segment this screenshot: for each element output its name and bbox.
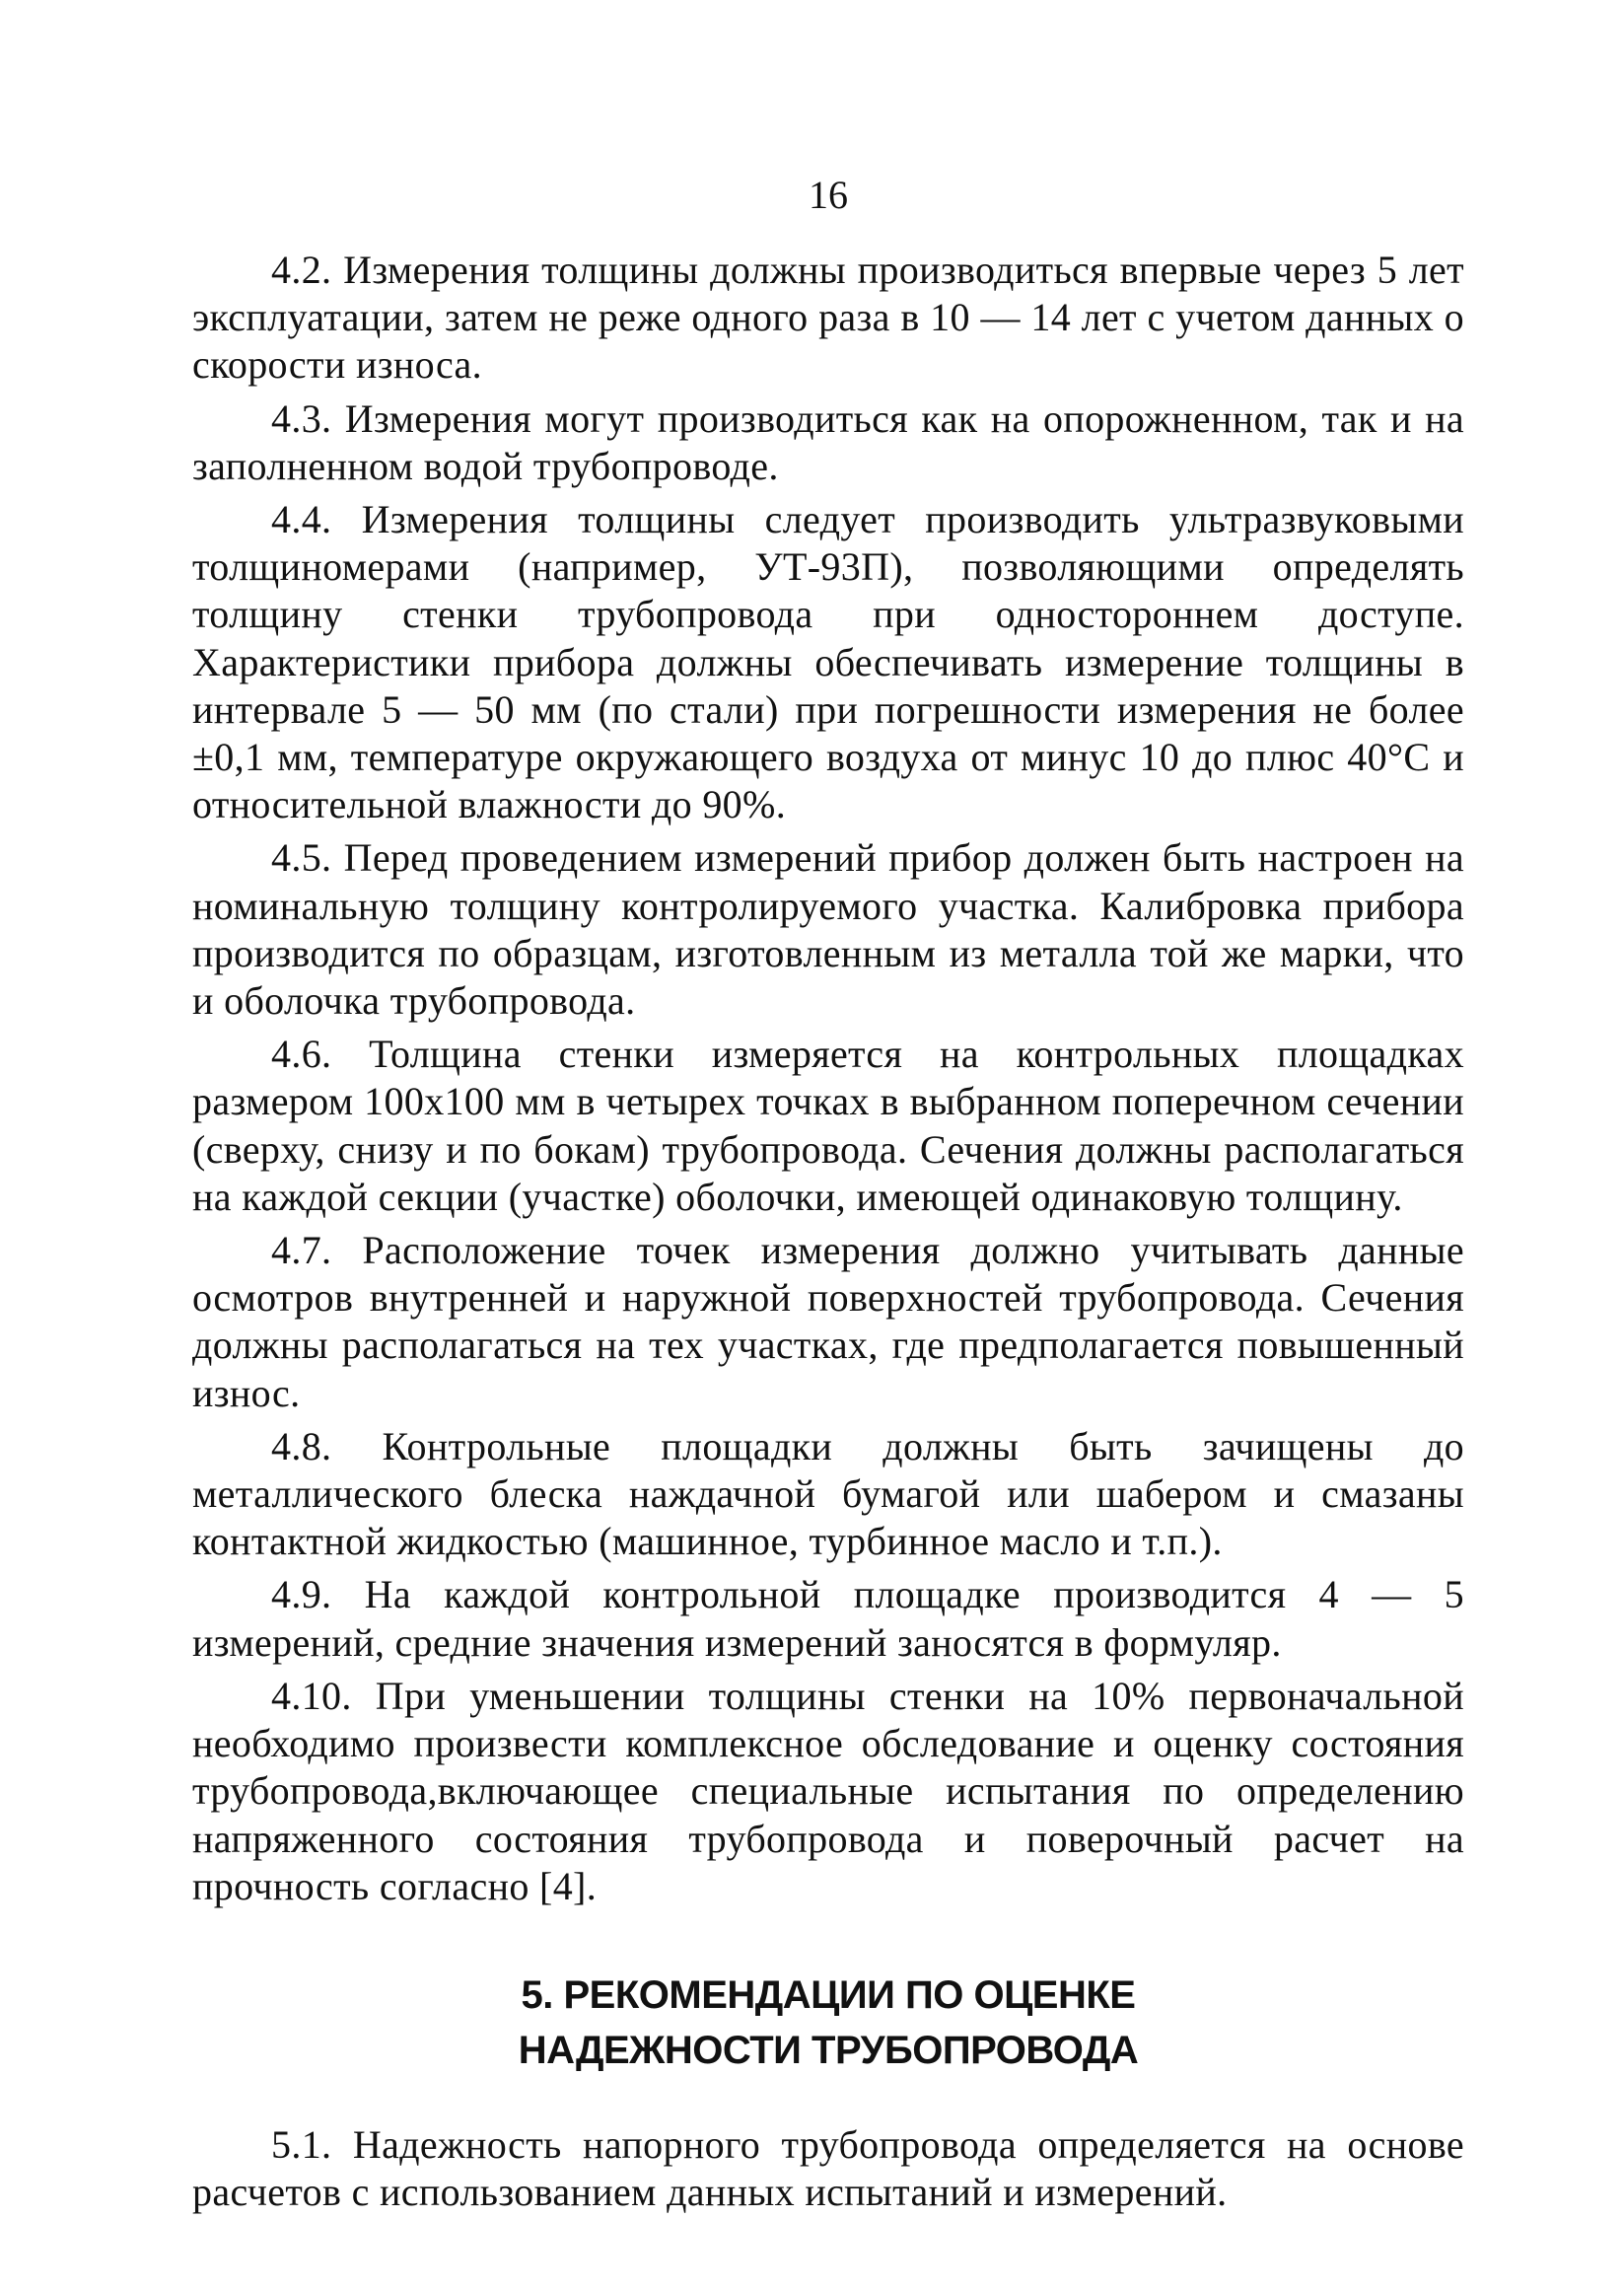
- paragraph-4-6: 4.6. Толщина стенки измеряется на контрольных площадках размером 100х100 мм в четырех точках в выбранном поперечном сечении (сверху, снизу и по бокам) трубопровода. Сечения должны располагаться на каждой секции (участке) оболочки, имеющей одинаковую толщину.: [192, 1032, 1464, 1219]
- paragraph-4-2: 4.2. Измерения толщины должны производиться впервые через 5 лет эксплуатации, затем не реже одного раза в 10 — 14 лет с учетом данных о скорости износа.: [192, 248, 1464, 388]
- paragraph-5-1: 5.1. Надежность напорного трубопровода определяется на основе расчетов с использованием данных испытаний и измерений.: [192, 2121, 1464, 2215]
- paragraph-4-7: 4.7. Расположение точек измерения должно учитывать данные осмотров внутренней и наружной поверхностей трубопровода. Сечения должны располагаться на тех участках, где предполагается повышенный износ.: [192, 1228, 1464, 1415]
- document-page: [192, 168, 1464, 2216]
- section-heading-line2: НАДЕЖНОСТИ ТРУБОПРОВОДА: [518, 2028, 1139, 2072]
- paragraph-4-10: 4.10. При уменьшении толщины стенки на 10% первоначальной необходимо произвести комплексное обследование и оценку состояния трубопровода,включающее специальные испытания по определению напряженного состояния трубопровода и поверочный расчет на прочность согласно [4].: [192, 1673, 1464, 1908]
- paragraph-4-8: 4.8. Контрольные площадки должны быть зачищены до металлического блеска наждачной бумагой или шабером и смазаны контактной жидкостью (машинное, турбинное масло и т.п.).: [192, 1423, 1464, 1564]
- paragraph-4-9: 4.9. На каждой контрольной площадке производится 4 — 5 измерений, средние значения измерений заносятся в формуляр.: [192, 1572, 1464, 1665]
- section-heading-line1: 5. РЕКОМЕНДАЦИИ ПО ОЦЕНКЕ: [521, 1972, 1136, 2017]
- paragraph-4-3: 4.3. Измерения могут производиться как на опорожненном, так и на заполненном водой трубопроводе.: [192, 395, 1464, 488]
- paragraph-4-5: 4.5. Перед проведением измерений прибор должен быть настроен на номинальную толщину контролируемого участка. Калибровка прибора производится по образцам, изготовленным из металла той же марки, что и оболочка трубопровода.: [192, 835, 1464, 1024]
- section-heading: [192, 1968, 1464, 2078]
- paragraph-4-4: 4.4. Измерения толщины следует производить ультразвуковыми толщиномерами (например, УТ-93П), позволяющими определять толщину стенки трубопровода при одностороннем доступе. Характеристики прибора должны обеспечивать измерение толщины в интервале 5 — 50 мм (по стали) при погрешности измерения не более ±0,1 мм, температуре окружающего воздуха от минус 10 до плюс 40°С и относительной влажности до 90%.: [192, 497, 1464, 827]
- page-number: 16: [809, 173, 848, 217]
